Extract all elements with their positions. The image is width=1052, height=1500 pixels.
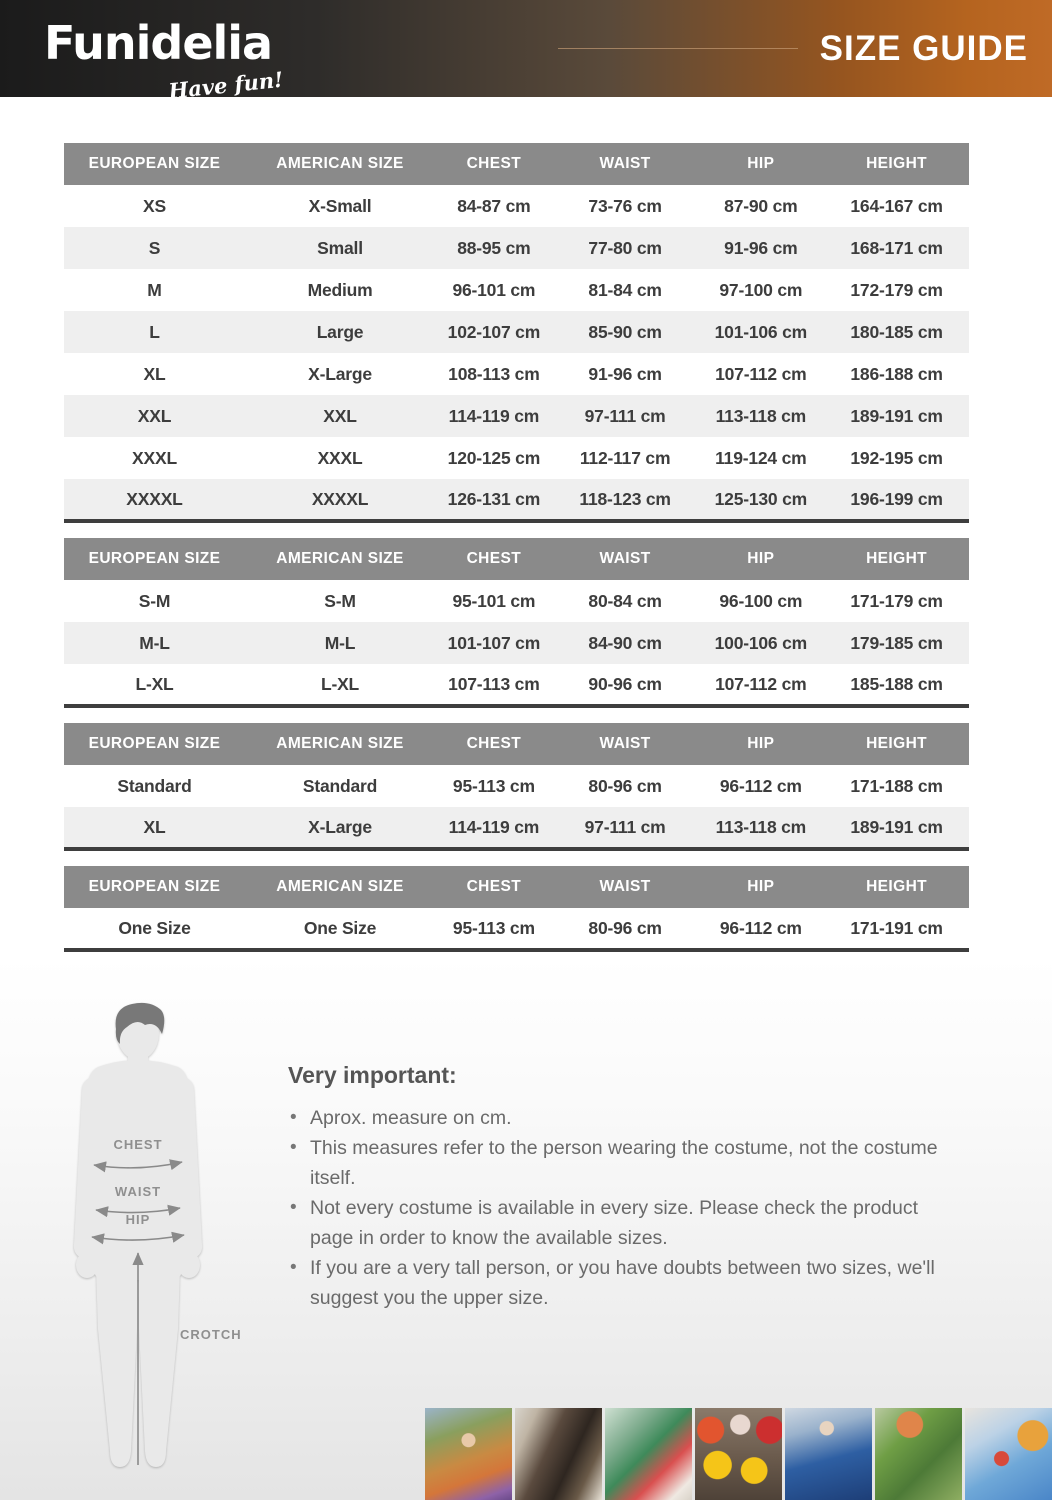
size-cell: XL <box>143 816 166 837</box>
size-cell: 171-179 cm <box>850 590 943 611</box>
costume-photo-pacman <box>695 1408 782 1500</box>
header <box>0 0 1052 104</box>
size-cell: 81-84 cm <box>588 279 662 300</box>
size-cell: Small <box>317 237 363 258</box>
table-row <box>64 479 969 521</box>
size-cell: 90-96 cm <box>588 673 662 694</box>
size-cell: M-L <box>139 632 170 653</box>
size-cell: 118-123 cm <box>579 488 671 509</box>
size-cell: 101-106 cm <box>714 321 808 342</box>
costume-photo-smurfs <box>965 1408 1052 1500</box>
size-cell: 73-76 cm <box>588 195 662 216</box>
table-header-row <box>64 723 969 765</box>
body-measurement-figure <box>58 999 248 1491</box>
size-cell: 164-167 cm <box>850 195 943 216</box>
size-cell: 113-118 cm <box>715 816 807 837</box>
size-cell: S-M <box>138 590 171 611</box>
header-divider-line <box>558 48 798 49</box>
size-cell: 185-188 cm <box>850 673 943 694</box>
size-table-standard <box>64 723 969 851</box>
column-header: EUROPEAN SIZE <box>64 143 245 185</box>
size-cell: 119-124 cm <box>715 447 807 468</box>
size-cell: 180-185 cm <box>850 321 943 342</box>
table-row <box>64 311 969 353</box>
costume-photo-star-wars <box>515 1408 602 1500</box>
size-cell: XXXL <box>317 447 363 468</box>
note-item: • Not every costume is available in every size. Please check the product page in order to know the available sizes. <box>288 1193 966 1253</box>
size-table-adult <box>64 143 969 523</box>
size-cell: 186-188 cm <box>850 363 943 384</box>
note-item: • Aprox. measure on cm. <box>288 1103 966 1133</box>
size-cell: X-Large <box>308 363 372 384</box>
size-cell: 84-90 cm <box>588 632 662 653</box>
size-cell: 108-113 cm <box>448 363 540 384</box>
size-cell: Standard <box>302 775 378 796</box>
notes-heading: Very important: <box>288 1062 457 1088</box>
column-header: WAIST <box>553 723 698 765</box>
size-cell: 114-119 cm <box>448 405 540 426</box>
column-header: HIP <box>697 866 824 908</box>
column-header: EUROPEAN SIZE <box>64 538 245 580</box>
size-cell: 80-96 cm <box>588 917 662 938</box>
table-row <box>64 269 969 311</box>
size-cell: 96-101 cm <box>452 279 536 300</box>
crotch-label: CROTCH <box>180 1327 242 1342</box>
header-right <box>558 0 1028 97</box>
size-cell: One Size <box>118 917 191 938</box>
table-row <box>64 580 969 622</box>
table-row <box>64 353 969 395</box>
size-cell: 120-125 cm <box>447 447 541 468</box>
page-title: SIZE GUIDE <box>819 28 1028 68</box>
size-cell: S-M <box>324 590 356 611</box>
size-cell: XS <box>143 195 166 216</box>
notes-list <box>288 1103 966 1313</box>
table-row <box>64 622 969 664</box>
table-row <box>64 227 969 269</box>
chest-label: CHEST <box>113 1137 163 1152</box>
size-cell: 196-199 cm <box>850 488 943 509</box>
logo-block <box>44 16 289 104</box>
column-header: HEIGHT <box>824 538 969 580</box>
info-section <box>0 957 1052 1500</box>
waist-label: WAIST <box>114 1184 162 1199</box>
size-cell: XL <box>143 363 166 384</box>
size-cell: 95-113 cm <box>452 775 535 796</box>
size-cell: 84-87 cm <box>457 195 531 216</box>
size-cell: 96-112 cm <box>719 775 802 796</box>
column-header: AMERICAN SIZE <box>245 538 435 580</box>
size-cell: 96-112 cm <box>719 917 802 938</box>
note-item: • This measures refer to the person wearing the costume, not the costume itself. <box>288 1133 966 1193</box>
notes-section <box>288 1062 966 1313</box>
size-table-combined <box>64 538 969 708</box>
column-header: HEIGHT <box>824 143 969 185</box>
column-header: WAIST <box>553 866 698 908</box>
size-cell: XXXXL <box>311 488 369 509</box>
size-cell: 168-171 cm <box>850 237 943 258</box>
column-header: CHEST <box>435 723 553 765</box>
size-cell: Medium <box>307 279 373 300</box>
size-cell: 87-90 cm <box>724 195 798 216</box>
column-header: AMERICAN SIZE <box>245 866 435 908</box>
column-header: CHEST <box>435 538 553 580</box>
table-row <box>64 185 969 227</box>
size-cell: L <box>149 321 160 342</box>
hip-label: HIP <box>125 1212 151 1227</box>
size-cell: S <box>148 237 161 258</box>
size-cell: 189-191 cm <box>850 816 943 837</box>
table-row <box>64 765 969 807</box>
size-cell: 85-90 cm <box>588 321 662 342</box>
size-cell: 97-100 cm <box>719 279 803 300</box>
logo-tagline: Have fun! <box>167 66 285 104</box>
size-cell: M <box>147 279 162 300</box>
costume-photo-dragon-ball <box>425 1408 512 1500</box>
size-cell: 80-96 cm <box>588 775 662 796</box>
size-table-one-size <box>64 866 969 952</box>
size-cell: L-XL <box>135 673 174 694</box>
size-cell: 77-80 cm <box>588 237 662 258</box>
costume-photo-power-rangers <box>605 1408 692 1500</box>
table-header-row <box>64 538 969 580</box>
column-header: CHEST <box>435 143 553 185</box>
costume-photo-strip <box>425 1408 1052 1500</box>
size-cell: M-L <box>324 632 356 653</box>
table-row <box>64 908 969 950</box>
size-cell: Large <box>316 321 364 342</box>
size-cell: 96-100 cm <box>719 590 803 611</box>
size-cell: 97-111 cm <box>584 816 666 837</box>
size-cell: X-Small <box>308 195 372 216</box>
table-header-row <box>64 143 969 185</box>
size-cell: 112-117 cm <box>579 447 671 468</box>
size-cell: X-Large <box>308 816 372 837</box>
size-cell: XXL <box>323 405 357 426</box>
size-cell: 102-107 cm <box>447 321 541 342</box>
size-cell: 171-191 cm <box>850 917 943 938</box>
costume-photo-blanka <box>875 1408 962 1500</box>
size-cell: L-XL <box>320 673 360 694</box>
column-header: HEIGHT <box>824 866 969 908</box>
size-cell: One Size <box>303 917 377 938</box>
size-cell: 171-188 cm <box>850 775 943 796</box>
size-cell: 80-84 cm <box>588 590 662 611</box>
size-cell: XXL <box>137 405 172 426</box>
column-header: WAIST <box>553 143 698 185</box>
size-cell: 125-130 cm <box>714 488 808 509</box>
table-header-row <box>64 866 969 908</box>
size-cell: 114-119 cm <box>448 816 540 837</box>
size-cell: 179-185 cm <box>850 632 943 653</box>
size-cell: 95-113 cm <box>452 917 535 938</box>
size-cell: 113-118 cm <box>715 405 807 426</box>
column-header: CHEST <box>435 866 553 908</box>
size-cell: 97-111 cm <box>584 405 666 426</box>
size-cell: Standard <box>117 775 192 796</box>
size-cell: 95-101 cm <box>452 590 536 611</box>
size-cell: 88-95 cm <box>457 237 531 258</box>
size-cell: XXXL <box>132 447 177 468</box>
size-cell: 107-112 cm <box>715 673 807 694</box>
size-tables-section <box>64 143 969 967</box>
size-cell: 101-107 cm <box>447 632 541 653</box>
size-cell: 107-112 cm <box>715 363 807 384</box>
size-cell: 172-179 cm <box>850 279 943 300</box>
size-cell: 91-96 cm <box>724 237 798 258</box>
column-header: HIP <box>697 143 824 185</box>
column-header: HIP <box>697 538 824 580</box>
column-header: EUROPEAN SIZE <box>64 866 245 908</box>
column-header: EUROPEAN SIZE <box>64 723 245 765</box>
column-header: AMERICAN SIZE <box>245 143 435 185</box>
column-header: AMERICAN SIZE <box>245 723 435 765</box>
costume-photo-pj-masks <box>785 1408 872 1500</box>
table-row <box>64 395 969 437</box>
column-header: HIP <box>697 723 824 765</box>
size-cell: 91-96 cm <box>588 363 662 384</box>
size-cell: 192-195 cm <box>850 447 943 468</box>
funidelia-logo: Funidelia <box>44 16 273 70</box>
table-row <box>64 807 969 849</box>
column-header: WAIST <box>553 538 698 580</box>
table-row <box>64 437 969 479</box>
size-cell: 100-106 cm <box>714 632 808 653</box>
size-cell: XXXXL <box>126 488 183 509</box>
size-cell: 107-113 cm <box>448 673 540 694</box>
table-row <box>64 664 969 706</box>
size-cell: 189-191 cm <box>850 405 943 426</box>
note-item: • If you are a very tall person, or you have doubts between two sizes, we'll suggest you the upper size. <box>288 1253 966 1313</box>
column-header: HEIGHT <box>824 723 969 765</box>
size-cell: 126-131 cm <box>447 488 541 509</box>
